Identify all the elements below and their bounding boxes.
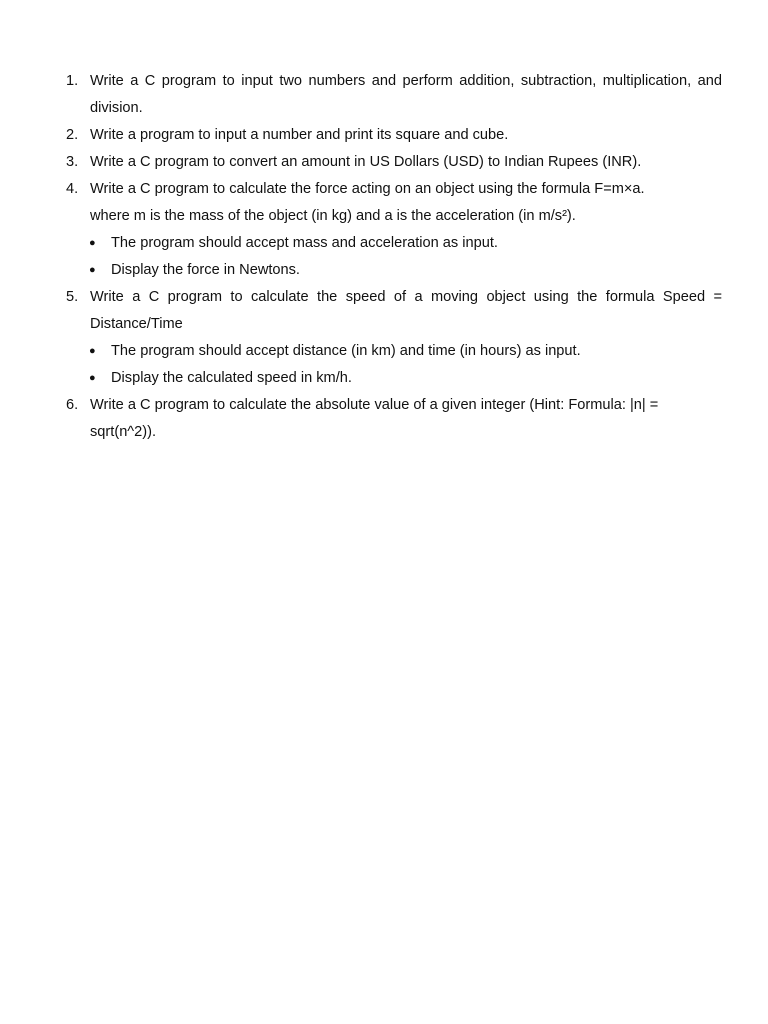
bullet-item (66, 365, 722, 392)
list-item (66, 122, 722, 149)
item-number: 1. (66, 73, 79, 89)
item-number: 3. (66, 154, 79, 170)
bullet-item (66, 230, 722, 257)
list-item (66, 176, 722, 230)
bullet-item (66, 257, 722, 284)
item-number: 6. (66, 397, 79, 413)
list-item (66, 149, 722, 176)
item-number: 4. (66, 181, 79, 197)
bullet-dot: ● (89, 345, 96, 357)
item-number: 2. (66, 127, 79, 143)
item-text-continuation: where m is the mass of the object (in kg) and a is the acceleration (in m/s²). (90, 208, 576, 224)
bullet-text: The program should accept distance (in km) and time (in hours) as input. (111, 343, 581, 359)
bullet-text: Display the force in Newtons. (111, 262, 300, 278)
list-item (66, 284, 722, 338)
list-item (66, 68, 722, 122)
item-text: Write a program to input a number and print its square and cube. (90, 127, 509, 143)
bullet-dot: ● (89, 372, 96, 384)
list-item (66, 392, 722, 446)
item-number: 5. (66, 289, 79, 305)
bullet-dot: ● (89, 237, 96, 249)
bullet-text: Display the calculated speed in km/h. (111, 370, 352, 386)
item-text: Write a C program to input two numbers and perform addition, subtraction, multiplication, and division. (90, 73, 722, 116)
bullet-item (66, 338, 722, 365)
bullet-dot: ● (89, 264, 96, 276)
bullet-text: The program should accept mass and acceleration as input. (111, 235, 498, 251)
exercise-list (66, 68, 722, 446)
item-text: Write a C program to calculate the force acting on an object using the formula F=m×a. (90, 181, 645, 197)
item-text: Write a C program to calculate the speed of a moving object using the formula Speed = Distance/Time (90, 289, 722, 332)
item-text: Write a C program to calculate the absolute value of a given integer (Hint: Formula: |n| = sqrt(n^2)). (90, 397, 659, 440)
item-text: Write a C program to convert an amount in US Dollars (USD) to Indian Rupees (INR). (90, 154, 642, 170)
